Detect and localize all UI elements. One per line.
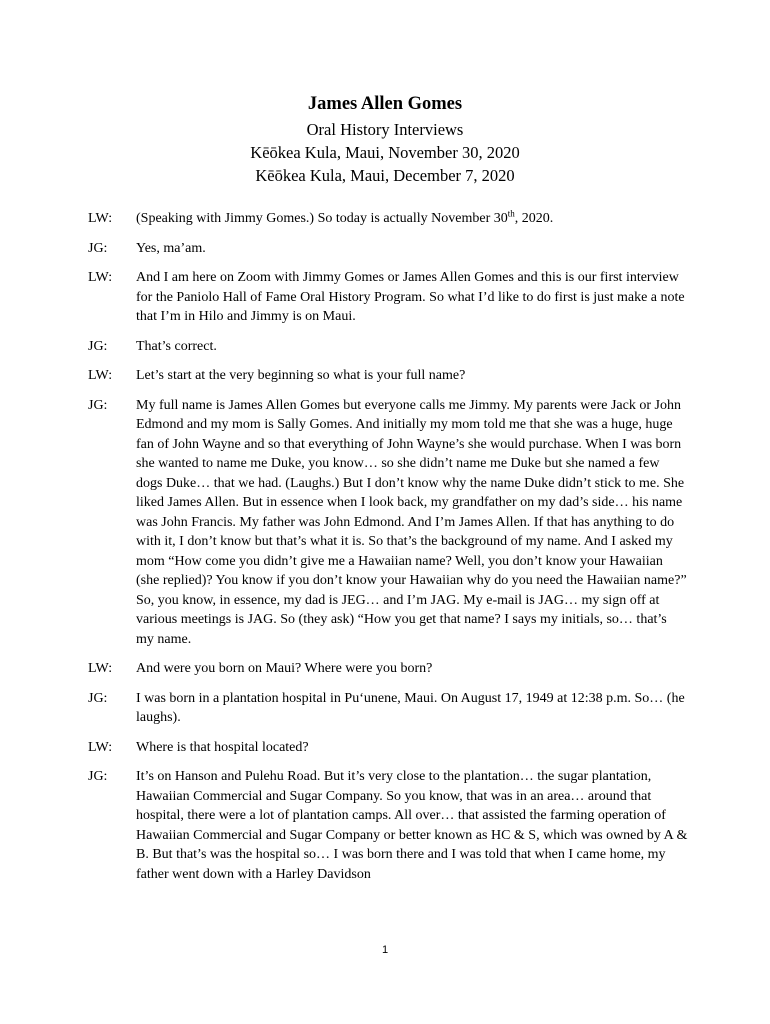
transcript-turn xyxy=(88,738,688,758)
document-title: James Allen Gomes xyxy=(307,94,463,114)
turn-text: Yes, ma’am. xyxy=(136,240,206,256)
transcript-turn xyxy=(88,396,688,650)
ordinal-suffix: th xyxy=(507,208,515,219)
transcript-turn xyxy=(88,209,688,229)
transcript xyxy=(88,209,688,894)
transcript-turn xyxy=(88,239,688,259)
speaker-label: JG: xyxy=(88,690,108,706)
transcript-turn xyxy=(88,767,688,884)
speaker-label: JG: xyxy=(88,240,108,256)
turn-text: That’s correct. xyxy=(136,338,217,354)
speaker-label: LW: xyxy=(88,270,113,285)
turn-text: And I am here on Zoom with Jimmy Gomes or James Allen Gomes and this is our first interview for the Paniolo Hall of Fame Oral History Program. So what I’d like to do first is just make a note that I’m in Hilo and Jimmy is on Maui. xyxy=(136,270,685,324)
page-number: 1 xyxy=(381,944,389,956)
turn-text: (Speaking with Jimmy Gomes.) So today is actually November 30th, 2020. xyxy=(136,208,554,226)
session-date-1: Kēōkea Kula, Maui, November 30, 2020 xyxy=(250,143,520,162)
turn-text: Where is that hospital located? xyxy=(136,739,309,755)
turn-text: And were you born on Maui? Where were you born? xyxy=(136,661,433,676)
speaker-label: LW: xyxy=(88,661,113,676)
transcript-turn xyxy=(88,268,688,327)
session-date-2: Kēōkea Kula, Maui, December 7, 2020 xyxy=(255,166,515,185)
speaker-label: LW: xyxy=(88,211,113,226)
transcript-turn xyxy=(88,337,688,357)
speaker-label: LW: xyxy=(88,739,113,755)
document-subtitle: Oral History Interviews xyxy=(306,120,464,139)
transcript-turn xyxy=(88,689,688,728)
transcript-turn xyxy=(88,659,688,679)
turn-text: My full name is James Allen Gomes but everyone calls me Jimmy. My parents were Jack or John Edmond and my mom is Sally Gomes. And initially my mom told me that she was a huge, huge fan of John Wayne and so that everything of John Wayne’s she would purchase. When I was born she wanted to name me Duke, you know… so she didn’t name me Duke but she named a few dogs Duke… that we had. (Laughs.) But I don’t know why the name Duke didn’t stick to me. She liked James Allen. But in essence when I look back, my grandfather on my dad’s side… his name was John Francis. My father was John Edmond. And I’m James Allen. If that has anything to do with it, I don’t know but that’s what it is. So that’s the background of my name. And I asked my mom “How come you didn’t give me a Hawaiian name? Well, you don’t know your Hawaiian (she replied)? You know if you don’t know your Hawaiian why do you need the Hawaiian name?” So, you know, in essence, my dad is JEG… and I’m JAG. My e-mail is JAG… my sign off at various meetings is JAG. So (they ask) “How you get that name? I says my initials, so… that’s my name. xyxy=(136,397,687,647)
turn-text: It’s on Hanson and Pulehu Road. But it’s very close to the plantation… the sugar plantation, Hawaiian Commercial and Sugar Company. So you know, that was in an area… around that hospital, there were a lot of plantation camps. All over… that assisted the farming operation of Hawaiian Commercial and Sugar Company or better known as HC & S, which was owned by A & B. But that’s was the hospital so… I was born there and I was told that when I came home, my father went down with a Harley Davidson xyxy=(136,769,688,882)
turn-text: Let’s start at the very beginning so what is your full name? xyxy=(136,368,466,383)
speaker-label: JG: xyxy=(88,397,108,413)
speaker-label: JG: xyxy=(88,769,108,784)
speaker-label: LW: xyxy=(88,368,113,383)
turn-text: I was born in a plantation hospital in Pu‘unene, Maui. On August 17, 1949 at 12:38 p.m. So… (he laughs). xyxy=(136,690,685,725)
transcript-turn xyxy=(88,366,688,386)
speaker-label: JG: xyxy=(88,338,108,354)
